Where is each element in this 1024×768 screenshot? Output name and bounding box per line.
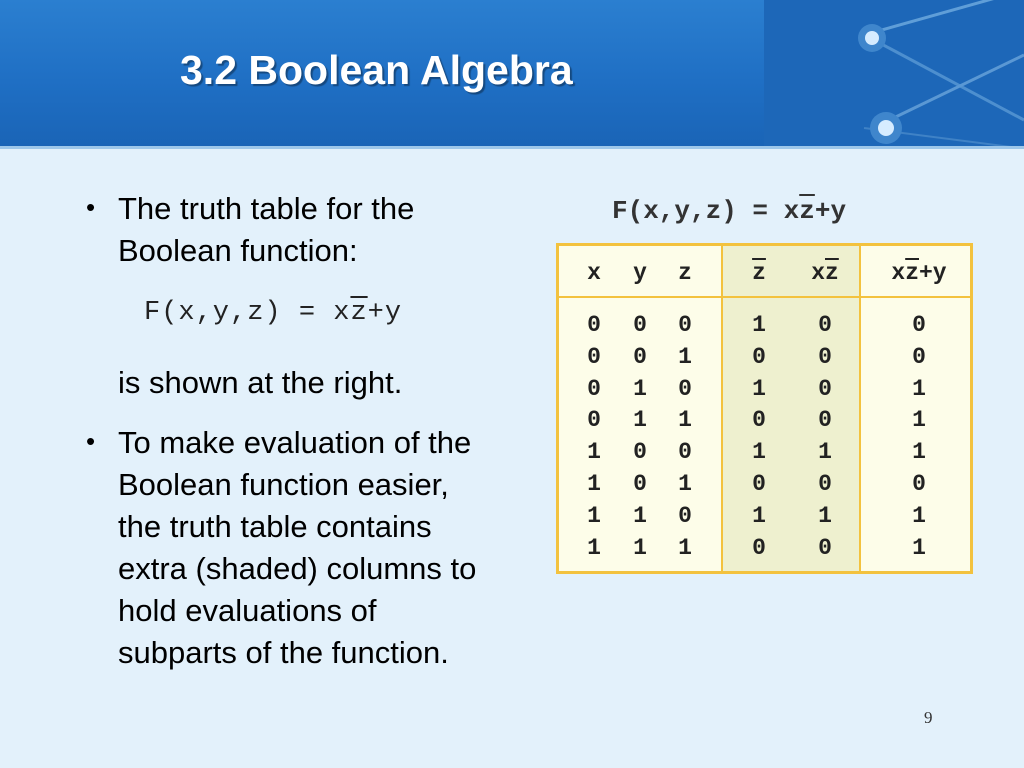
table-cell: 1 [752, 439, 766, 466]
bullet2-line6: subparts of the function. [118, 635, 449, 670]
table-cell: 1 [678, 343, 692, 370]
table-cell: 1 [633, 502, 647, 529]
table-cell: 0 [912, 312, 926, 338]
table-cell: 1 [912, 439, 926, 466]
bullet-dot-icon: • [86, 426, 96, 456]
bullet1-line2: Boolean function: [118, 233, 358, 268]
table-cell: 1 [678, 471, 692, 497]
table-cell: 0 [678, 312, 692, 338]
figure-formula [612, 196, 846, 226]
table-cell: 1 [633, 407, 647, 434]
table-cell: 0 [587, 343, 601, 370]
table-cell: 0 [587, 375, 601, 402]
table-cell: 0 [633, 312, 647, 338]
table-cell: 1 [818, 502, 832, 529]
fig-formula-overbar-z: $\overline{z}$ [799, 196, 815, 226]
table-cell: 1 [912, 407, 926, 434]
table-cell: 0 [587, 312, 601, 338]
column-divider [859, 246, 861, 571]
table-cell: 1 [912, 375, 926, 402]
table-cell: 0 [912, 471, 926, 497]
table-cell: 0 [752, 407, 766, 434]
table-cell: 1 [587, 471, 601, 497]
table-cell: 1 [752, 312, 766, 338]
bullet2-line1: To make evaluation of the [118, 425, 472, 460]
table-cell: 0 [818, 471, 832, 497]
table-cell: 1 [633, 375, 647, 402]
table-cell: 0 [818, 312, 832, 338]
bullet-dot-icon: • [86, 192, 96, 222]
header-f-z: $\overline{z}$ [905, 260, 919, 286]
truth-table [556, 243, 973, 574]
header-xzbar-z: $\overline{z}$ [825, 260, 839, 286]
page-number: 9 [924, 708, 933, 727]
bullet2-line4: extra (shaded) columns to [118, 551, 477, 586]
header-zbar-text: $\overline{z}$ [752, 260, 766, 286]
header-zbar [739, 260, 779, 286]
formula-prefix: F(x,y,z) = x [144, 298, 351, 328]
table-cell: 1 [752, 375, 766, 402]
table-cell: 1 [752, 502, 766, 529]
table-cell: 1 [678, 534, 692, 561]
header-x: x [587, 260, 601, 286]
table-cell: 0 [752, 471, 766, 497]
table-cell: 0 [587, 407, 601, 434]
formula-overbar-z: $\overline{z}$ [350, 298, 368, 328]
column-divider [721, 246, 723, 571]
header-z: z [678, 260, 692, 286]
header-f [874, 260, 964, 286]
table-cell: 0 [678, 439, 692, 466]
table-cell: 0 [633, 471, 647, 497]
header-f-plus-y: +y [919, 260, 947, 286]
table-cell: 0 [818, 375, 832, 402]
table-cell: 0 [752, 534, 766, 561]
inline-formula [144, 298, 402, 328]
header-xzbar [795, 260, 855, 286]
table-cell: 0 [818, 343, 832, 370]
table-cell: 1 [633, 534, 647, 561]
table-cell: 1 [912, 534, 926, 561]
table-cell: 0 [752, 343, 766, 370]
table-cell: 0 [678, 502, 692, 529]
header-y: y [633, 260, 647, 286]
formula-suffix: +y [367, 298, 403, 328]
table-cell: 1 [587, 534, 601, 561]
table-cell: 1 [912, 502, 926, 529]
table-cell: 0 [633, 439, 647, 466]
table-cell: 1 [818, 439, 832, 466]
shown-text: is shown at the right. [118, 365, 403, 400]
bullet2-line2: Boolean function easier, [118, 467, 449, 502]
table-cell: 0 [818, 534, 832, 561]
table-cell: 0 [678, 375, 692, 402]
bullet2-line5: hold evaluations of [118, 593, 377, 628]
table-cell: 1 [587, 439, 601, 466]
title-banner [0, 0, 1024, 148]
table-cell: 0 [818, 407, 832, 434]
bullet1-line1: The truth table for the [118, 191, 415, 226]
table-cell: 0 [912, 343, 926, 370]
bullet2-line3: the truth table contains [118, 509, 432, 544]
table-cell: 0 [633, 343, 647, 370]
slide-title: 3.2 Boolean Algebra [180, 47, 573, 93]
fig-formula-suffix: +y [814, 196, 847, 226]
header-divider [0, 146, 1024, 149]
table-cell: 1 [587, 502, 601, 529]
header-f-x: x [891, 260, 906, 286]
fig-formula-prefix: F(x,y,z) = x [612, 196, 800, 226]
header-divider-line [559, 296, 970, 298]
pushpin-decoration-icon [764, 0, 1024, 148]
header-xzbar-x: x [811, 260, 825, 286]
table-cell: 1 [678, 407, 692, 434]
